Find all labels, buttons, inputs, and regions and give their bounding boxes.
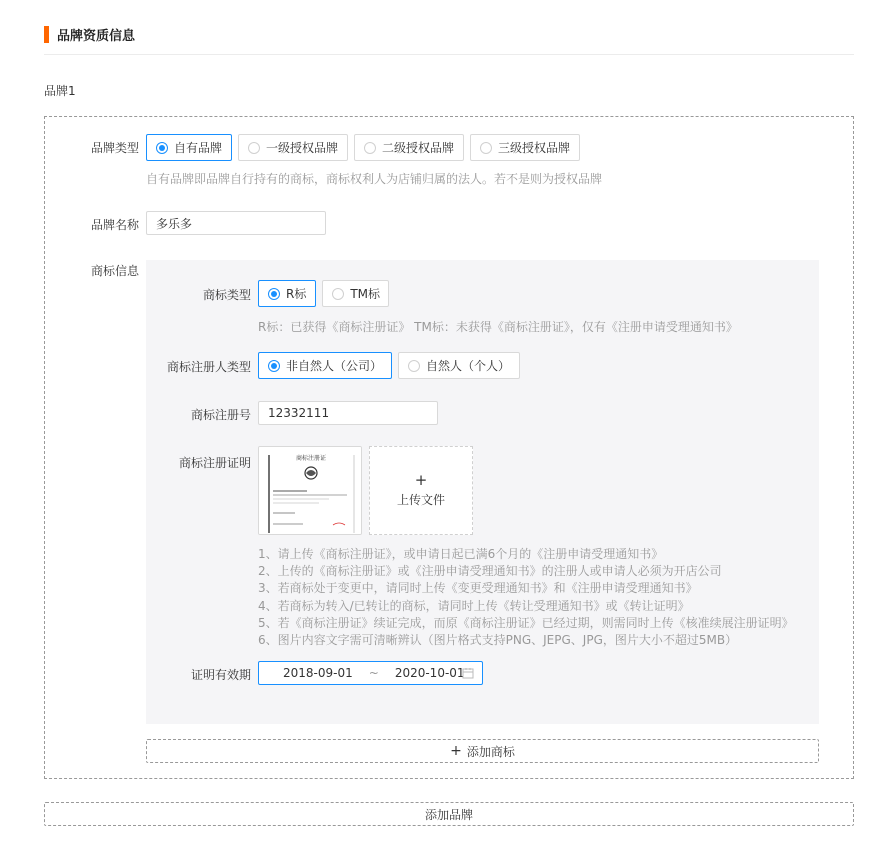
radio-non-natural-person[interactable] (258, 352, 392, 379)
radio-label: R标 (286, 287, 307, 301)
date-range-separator: ~ (368, 666, 379, 680)
brand-name-label: 品牌名称 (90, 218, 139, 232)
add-trademark-button[interactable] (146, 739, 819, 763)
brand-index-label: 品牌1 (44, 84, 76, 98)
validity-end-date[interactable]: 2020-10-01 (394, 666, 465, 680)
section-title: 品牌资质信息 (57, 28, 136, 44)
plus-icon: + (450, 743, 462, 759)
radio-checked-icon (156, 142, 168, 154)
radio-unchecked-icon (248, 142, 260, 154)
radio-label: 非自然人（公司） (286, 359, 383, 373)
radio-level3-authorized[interactable] (470, 134, 580, 161)
calendar-icon (462, 667, 474, 679)
section-header (44, 24, 135, 44)
radio-level1-authorized[interactable] (238, 134, 348, 161)
certificate-document-image (259, 447, 362, 535)
radio-natural-person[interactable] (398, 352, 520, 379)
section-accent-bar (44, 26, 49, 43)
trademark-type-hint: R标：已获得《商标注册证》 TM标：未获得《商标注册证》，仅有《注册申请受理通知书》 (258, 320, 738, 334)
radio-label: 一级授权品牌 (266, 141, 339, 155)
plus-icon: + (414, 471, 428, 489)
trademark-type-radio-group (258, 280, 389, 307)
brand-type-label: 品牌类型 (90, 141, 139, 155)
header-divider (44, 54, 854, 55)
radio-r-mark[interactable] (258, 280, 316, 307)
brand-name-input[interactable]: 多乐多 (146, 211, 326, 235)
radio-label: TM标 (350, 287, 381, 301)
upload-file-label: 上传文件 (396, 493, 445, 507)
brand-type-hint: 自有品牌即品牌自行持有的商标，商标权利人为店铺归属的法人。若不是则为授权品牌 (146, 172, 603, 186)
radio-unchecked-icon (480, 142, 492, 154)
radio-unchecked-icon (408, 360, 420, 372)
radio-label: 二级授权品牌 (382, 141, 455, 155)
certificate-thumbnail[interactable] (258, 446, 362, 535)
validity-label: 证明有效期 (190, 668, 251, 682)
registration-number-input[interactable]: 12332111 (258, 401, 438, 425)
note-line: 1、请上传《商标注册证》，或申请日起已满6个月的《注册申请受理通知书》 (258, 547, 664, 561)
radio-checked-icon (268, 360, 280, 372)
radio-unchecked-icon (364, 142, 376, 154)
note-line: 6、图片内容文字需可清晰辨认（图片格式支持PNG、JEPG、JPG，图片大小不超过5MB） (258, 633, 738, 648)
add-brand-label: 添加品牌 (424, 807, 473, 822)
upload-notes (258, 546, 794, 649)
trademark-info-label: 商标信息 (90, 264, 139, 278)
registration-number-label: 商标注册号 (190, 408, 251, 422)
trademark-type-label: 商标类型 (202, 288, 251, 302)
radio-tm-mark[interactable] (322, 280, 389, 307)
validity-start-date[interactable]: 2018-09-01 (283, 666, 353, 680)
certificate-label: 商标注册证明 (178, 456, 251, 470)
radio-label: 自然人（个人） (426, 359, 511, 373)
add-brand-button[interactable] (44, 802, 854, 826)
note-line: 3、若商标处于变更中，请同时上传《变更受理通知书》和《注册申请受理通知书》 (258, 581, 698, 596)
brand-type-radio-group (146, 134, 580, 161)
radio-label: 三级授权品牌 (498, 141, 571, 155)
radio-level2-authorized[interactable] (354, 134, 464, 161)
note-line: 5、若《商标注册证》续证完成，而原《商标注册证》已经过期，则需同时上传《核准续展注册证明》 (258, 615, 794, 630)
radio-unchecked-icon (332, 288, 344, 300)
svg-text:商标注册证: 商标注册证 (295, 455, 327, 462)
upload-file-button[interactable] (369, 446, 473, 535)
registrant-type-label: 商标注册人类型 (166, 360, 251, 374)
note-line: 4、若商标为转入/已转让的商标，请同时上传《转让受理通知书》或《转让证明》 (258, 598, 690, 613)
add-trademark-label: 添加商标 (466, 744, 515, 759)
note-line: 2、上传的《商标注册证》或《注册申请受理通知书》的注册人或申请人必须为开店公司 (258, 564, 722, 579)
radio-checked-icon (268, 288, 280, 300)
radio-label: 自有品牌 (174, 141, 223, 155)
radio-own-brand[interactable] (146, 134, 232, 161)
registrant-type-radio-group (258, 352, 520, 379)
validity-date-range-picker[interactable] (258, 661, 483, 685)
